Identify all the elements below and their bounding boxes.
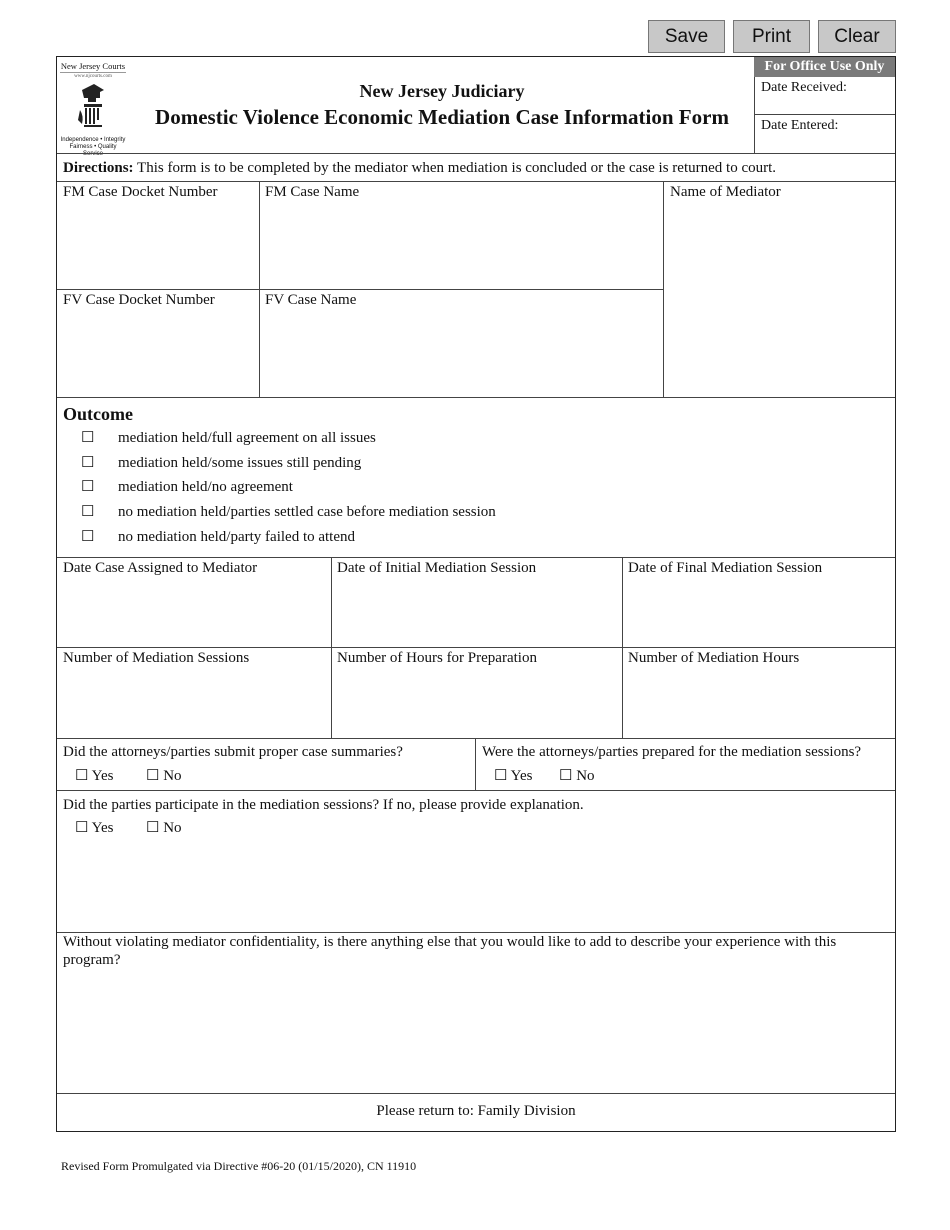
outcome-option-1[interactable]: [81, 429, 376, 447]
prepared-yes-checkbox[interactable]: ☐ Yes: [494, 768, 533, 784]
summaries-no-checkbox[interactable]: ☐ No: [146, 768, 182, 784]
date-initial-field[interactable]: [333, 579, 620, 645]
fv-docket-field[interactable]: [59, 311, 257, 395]
outcome-checkbox-1[interactable]: ☐: [81, 430, 95, 446]
agency-name: New Jersey Judiciary: [359, 81, 525, 101]
fv-name-label: FV Case Name: [265, 292, 357, 308]
prepared-question: Were the attorneys/parties prepared for the mediation sessions?: [482, 744, 862, 760]
logo-tagline-2: Fairness • Quality Service: [69, 144, 117, 157]
outcome-heading: Outcome: [63, 404, 133, 424]
outcome-checkbox-2[interactable]: ☐: [81, 455, 95, 471]
date-received-field[interactable]: [755, 97, 894, 113]
fm-name-label: FM Case Name: [265, 184, 360, 200]
outcome-option-3[interactable]: [81, 478, 293, 496]
prep-hours-field[interactable]: [333, 669, 620, 736]
outcome-option-4[interactable]: [81, 503, 496, 521]
date-final-field[interactable]: [624, 579, 893, 645]
summaries-question: Did the attorneys/parties submit proper case summaries?: [63, 744, 403, 760]
logo-url: www.njcourts.com: [74, 74, 112, 79]
fv-name-field[interactable]: [261, 311, 661, 395]
outcome-option-1-label: mediation held/full agreement on all issues: [118, 430, 376, 446]
fm-docket-field[interactable]: [59, 203, 257, 287]
date-final-label: Date of Final Mediation Session: [628, 560, 823, 576]
date-assigned-label: Date Case Assigned to Mediator: [63, 560, 258, 576]
additional-comments-field[interactable]: [59, 973, 893, 1091]
outcome-checkbox-4[interactable]: ☐: [81, 504, 95, 520]
directions-text: This form is to be completed by the mediator when mediation is concluded or the case is returned to court.: [133, 160, 777, 176]
revision-note: Revised Form Promulgated via Directive #06-20 (01/15/2020), CN 11910: [61, 1159, 417, 1173]
outcome-checkbox-5[interactable]: ☐: [81, 529, 95, 545]
prep-hours-label: Number of Hours for Preparation: [337, 650, 537, 666]
outcome-option-5-label: no mediation held/party failed to attend: [118, 529, 356, 545]
outcome-option-5[interactable]: [81, 528, 356, 546]
date-initial-label: Date of Initial Mediation Session: [337, 560, 537, 576]
office-use-heading: For Office Use Only: [754, 57, 895, 77]
num-sessions-field[interactable]: [59, 669, 329, 736]
outcome-option-4-label: no mediation held/parties settled case before mediation session: [118, 504, 496, 520]
mediator-label: Name of Mediator: [670, 184, 781, 200]
save-button[interactable]: Save: [648, 20, 725, 53]
num-sessions-label: Number of Mediation Sessions: [63, 650, 250, 666]
participate-explanation-field[interactable]: [59, 841, 893, 929]
fm-name-field[interactable]: [261, 203, 661, 287]
form: [56, 56, 896, 1132]
toolbar: [648, 20, 896, 53]
courthouse-icon: [60, 80, 126, 132]
return-instructions: Please return to: Family Division: [376, 1103, 576, 1119]
confidentiality-question: Without violating mediator confidentiality, is there anything else that you would like to add to describe your experience with this program?: [63, 934, 837, 968]
summaries-yes-checkbox[interactable]: ☐ Yes: [75, 768, 114, 784]
prepared-no-checkbox[interactable]: ☐ No: [559, 768, 595, 784]
date-entered-field[interactable]: [755, 135, 894, 151]
fv-docket-label: FV Case Docket Number: [63, 292, 215, 308]
clear-button[interactable]: Clear: [818, 20, 896, 53]
date-received-label: Date Received:: [761, 80, 847, 95]
outcome-checkbox-3[interactable]: ☐: [81, 479, 95, 495]
nj-courts-logo: [60, 61, 126, 157]
outcome-option-2-label: mediation held/some issues still pending: [118, 455, 362, 471]
participate-yes-checkbox[interactable]: ☐ Yes: [75, 820, 114, 836]
date-assigned-field[interactable]: [59, 579, 329, 645]
directions-label: Directions:: [63, 160, 134, 176]
directions: [63, 159, 776, 177]
logo-tagline-1: Independence • Integrity: [60, 137, 126, 143]
med-hours-field[interactable]: [624, 669, 893, 736]
print-button[interactable]: Print: [733, 20, 810, 53]
participate-no-checkbox[interactable]: ☐ No: [146, 820, 182, 836]
fm-docket-label: FM Case Docket Number: [63, 184, 218, 200]
logo-org: New Jersey Courts: [60, 61, 126, 71]
med-hours-label: Number of Mediation Hours: [628, 650, 800, 666]
date-entered-label: Date Entered:: [761, 118, 839, 133]
outcome-option-3-label: mediation held/no agreement: [118, 479, 293, 495]
page-title: Domestic Violence Economic Mediation Case Information Form: [155, 105, 729, 129]
outcome-option-2[interactable]: [81, 454, 362, 472]
participate-question: Did the parties participate in the mediation sessions? If no, please provide explanation.: [63, 797, 584, 813]
mediator-field[interactable]: [665, 203, 893, 395]
